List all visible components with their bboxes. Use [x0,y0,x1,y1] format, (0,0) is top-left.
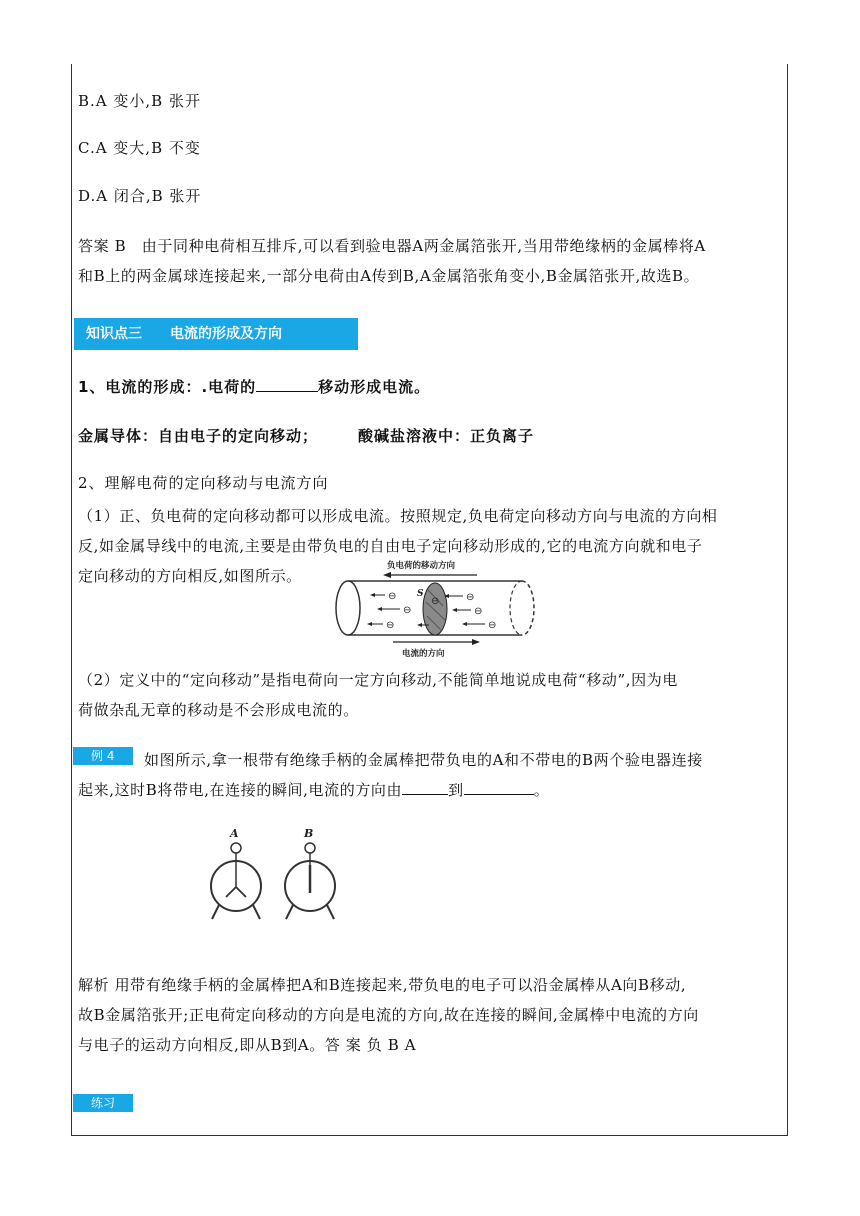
answer-line-2: 和B上的两金属球连接起来,一部分电荷由A传到B,A金属箔张角变小,B金属箔张开,故选B。 [78,267,700,285]
electron: ⊖ [386,620,395,631]
analysis-line-3: 与电子的运动方向相反,即从B到A。答 案 负 B A [78,1036,417,1054]
option-d: D.A 闭合,B 张开 [78,187,202,205]
electron: ⊖ [403,605,412,616]
electron-arrowhead [462,622,467,626]
example-4-tag-label: 例 4 [91,749,115,763]
blank-field [464,780,534,795]
electron-arrowhead [370,593,375,597]
point-1-suffix: 移动形成电流。 [318,378,431,396]
metal-left: 金属导体：自由电子的定向移动； [78,427,319,445]
top-arrowhead [383,572,391,578]
leg-a-left [212,905,219,919]
cylinder-right-hidden [510,581,522,635]
electroscopes-figure [200,825,350,925]
ball-b [305,843,315,853]
section-title: 知识点三 电流的形成及方向 [86,326,282,342]
electron-arrowhead [417,623,422,627]
example-4-line-2b: 到 [448,781,464,799]
electroscope-a [211,827,261,919]
practice-tag [73,1094,133,1112]
electroscope-b [285,827,335,919]
electron-arrowhead [452,608,457,612]
electron: ⊖ [488,620,497,631]
answer-line-1: 答案 B 由于同种电荷相互排斥,可以看到验电器A两金属箔张开,当用带绝缘柄的金属棒将A [78,237,706,255]
ball-a [231,843,241,853]
explain-2 [78,665,784,725]
leaf-a-right [236,887,246,897]
leg-a-right [253,905,260,919]
example-4 [78,745,784,805]
metal-right: 酸碱盐溶液中：正负离子 [358,427,535,445]
figure-bottom-label: 电流的方向 [402,649,445,659]
cylinder-right-end [522,581,534,635]
electron: ⊖ [431,596,440,607]
s-label: S [417,589,424,599]
electron-arrowhead [367,622,372,626]
example-4-line-2a: 起来,这时B将带电,在连接的瞬间,电流的方向由 [78,781,403,799]
example-4-line-2c: 。 [533,781,550,799]
label-a: A [230,827,239,840]
leaf-a-left [226,887,236,897]
cross-section [423,583,447,635]
explain-1-line-3: 定向移动的方向相反,如图所示。 [78,567,302,585]
blank-field [256,377,318,392]
explain-2-line-1: （2）定义中的“定向移动”是指电荷向一定方向移动,不能简单地说成电荷“移动”,因为电 [78,671,678,689]
electron: ⊖ [466,592,475,603]
option-c: C.A 变大,B 不变 [78,139,201,157]
analysis-line-1: 解析 用带有绝缘手柄的金属棒把A和B连接起来,带负电的电子可以沿金属棒从A向B移动, [78,976,687,994]
example-4-line-2 [78,775,784,805]
figure-top-label: 负电荷的移动方向 [387,561,456,571]
analysis-line-2: 故B金属箔张开;正电荷定向移动的方向是电流的方向,故在连接的瞬间,金属棒中电流的方向 [78,1006,699,1024]
practice-tag-label: 练习 [91,1096,116,1110]
conductor-figure [325,558,540,663]
explain-1-line-1: （1）正、负电荷的定向移动都可以形成电流。按照规定,负电荷定向移动方向与电流的方向相 [78,507,718,525]
metal-line [78,425,534,446]
point-1-prefix: 1、电流的形成：.电荷的 [78,378,257,396]
leg-b-left [286,905,293,919]
point-1 [78,376,430,397]
leg-b-right [327,905,334,919]
analysis [78,970,784,1060]
cylinder-left-end [336,581,360,635]
explain-2-line-2: 荷做杂乱无章的移动是不会形成电流的。 [78,701,359,719]
section-header [74,318,358,350]
electron-arrowhead [377,607,382,611]
bottom-arrowhead [472,639,480,645]
electron: ⊖ [388,591,397,602]
blank-field [402,780,448,795]
label-b: B [304,827,314,840]
point-2-title: 2、理解电荷的定向移动与电流方向 [78,474,329,492]
option-b: B.A 变小,B 张开 [78,92,201,110]
example-4-line-1: 如图所示,拿一根带有绝缘手柄的金属棒把带负电的A和不带电的B两个验电器连接 [144,751,703,769]
explain-1-line-2: 反,如金属导线中的电流,主要是由带负电的自由电子定向移动形成的,它的电流方向就和电子 [78,537,703,555]
answer-paragraph [78,231,784,291]
electron: ⊖ [474,606,483,617]
